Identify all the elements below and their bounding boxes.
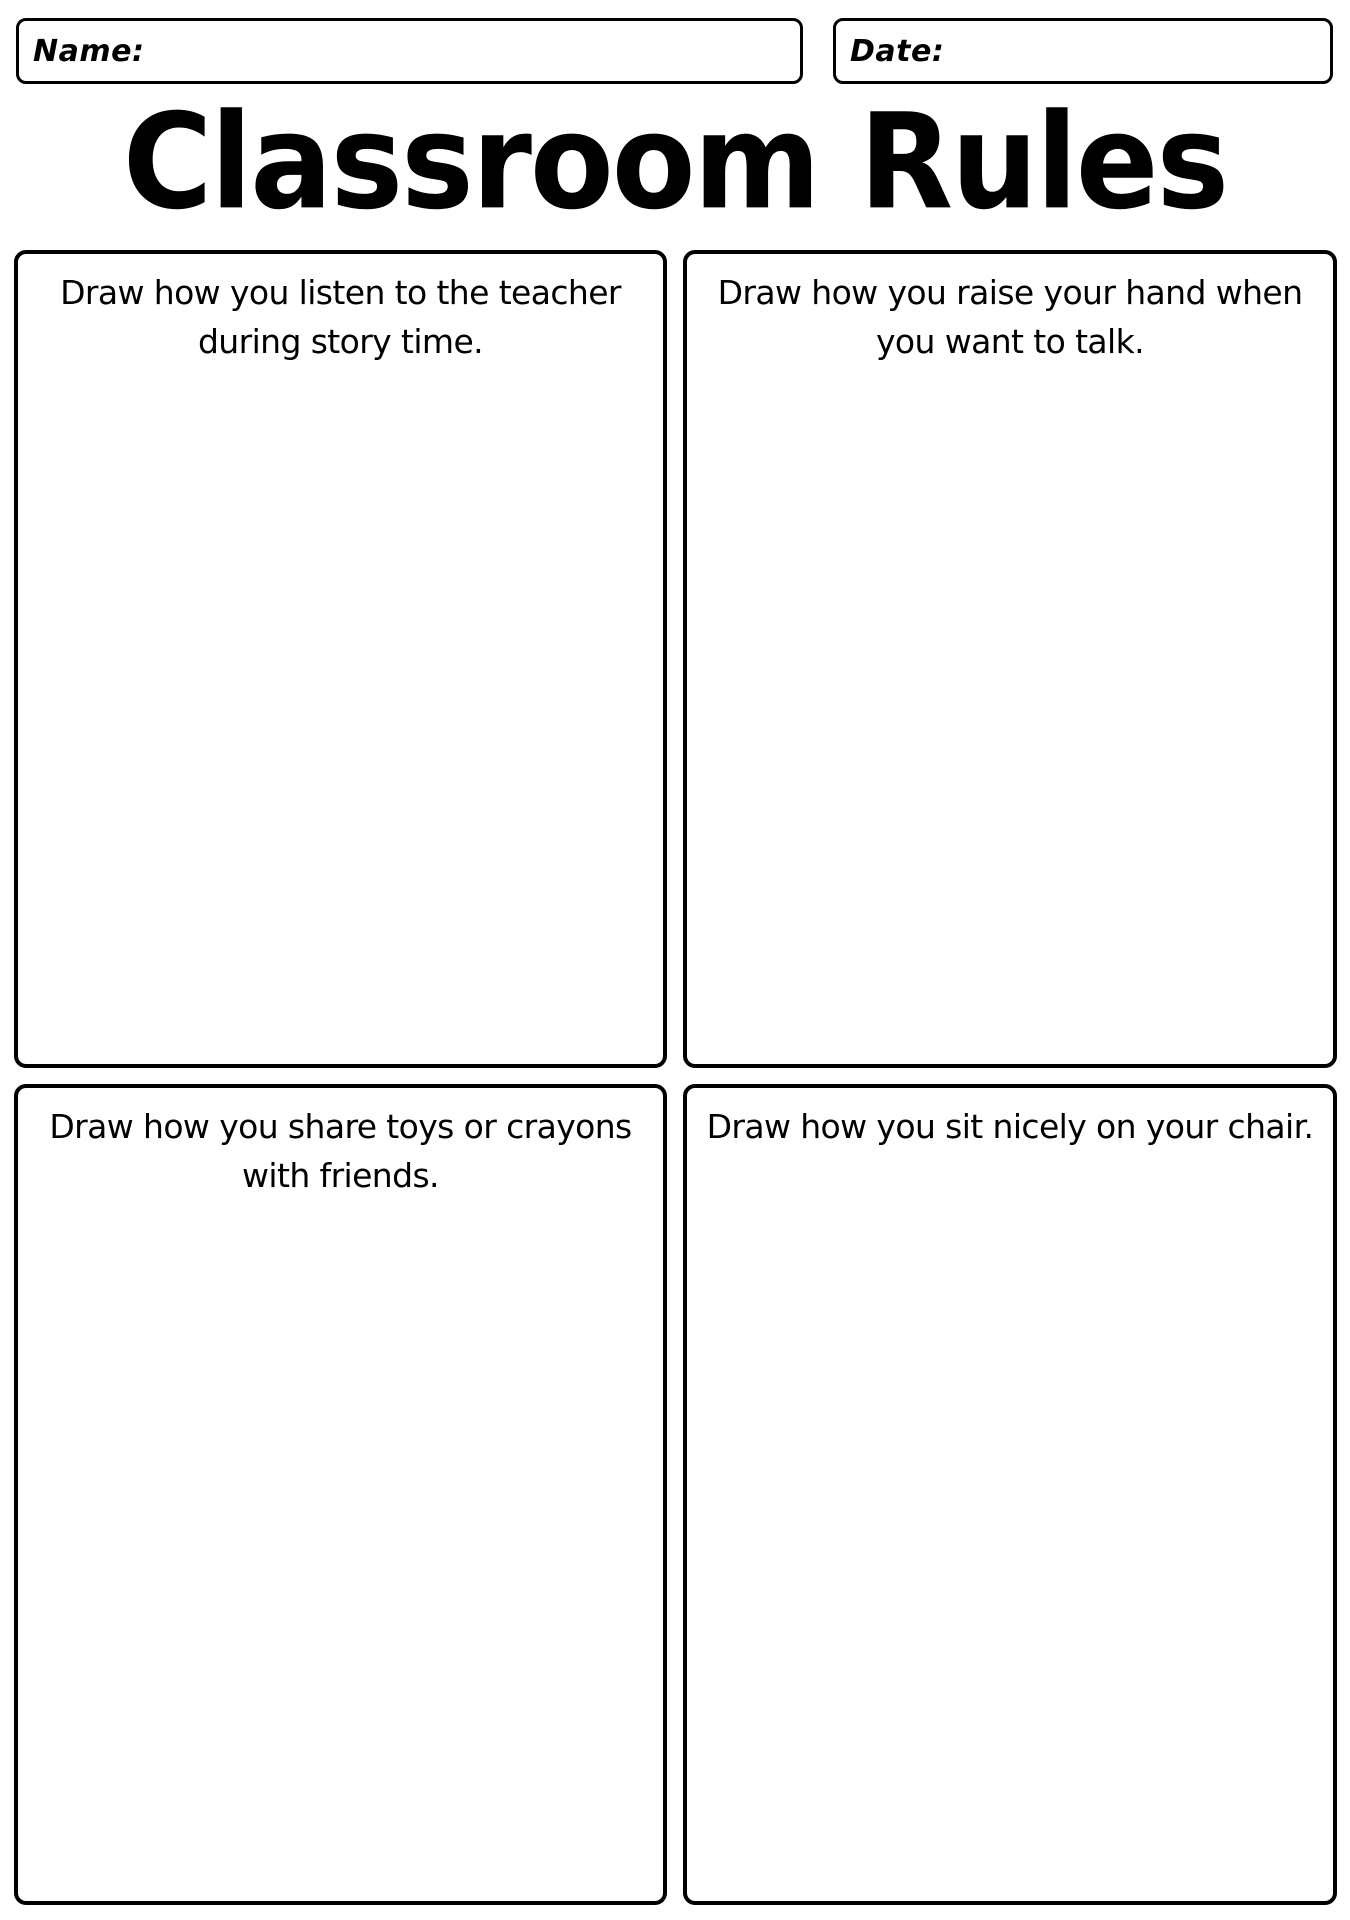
- panel-prompt: Draw how you listen to the teacher during story time.: [60, 273, 621, 361]
- date-field[interactable]: [833, 18, 1333, 84]
- name-label: Name:: [33, 33, 145, 69]
- drawing-panel-share[interactable]: [14, 1084, 667, 1905]
- drawing-panel-sit-nicely[interactable]: [683, 1084, 1337, 1905]
- panel-prompt: Draw how you share toys or crayons with friends.: [49, 1107, 632, 1195]
- page-title: Classroom Rules: [122, 85, 1228, 239]
- name-field[interactable]: [16, 18, 803, 84]
- panel-prompt: Draw how you raise your hand when you want to talk.: [717, 273, 1303, 361]
- panel-prompt: Draw how you sit nicely on your chair.: [706, 1107, 1314, 1146]
- drawing-panel-listen[interactable]: [14, 250, 667, 1068]
- date-label: Date:: [850, 33, 945, 69]
- drawing-panel-raise-hand[interactable]: [683, 250, 1337, 1068]
